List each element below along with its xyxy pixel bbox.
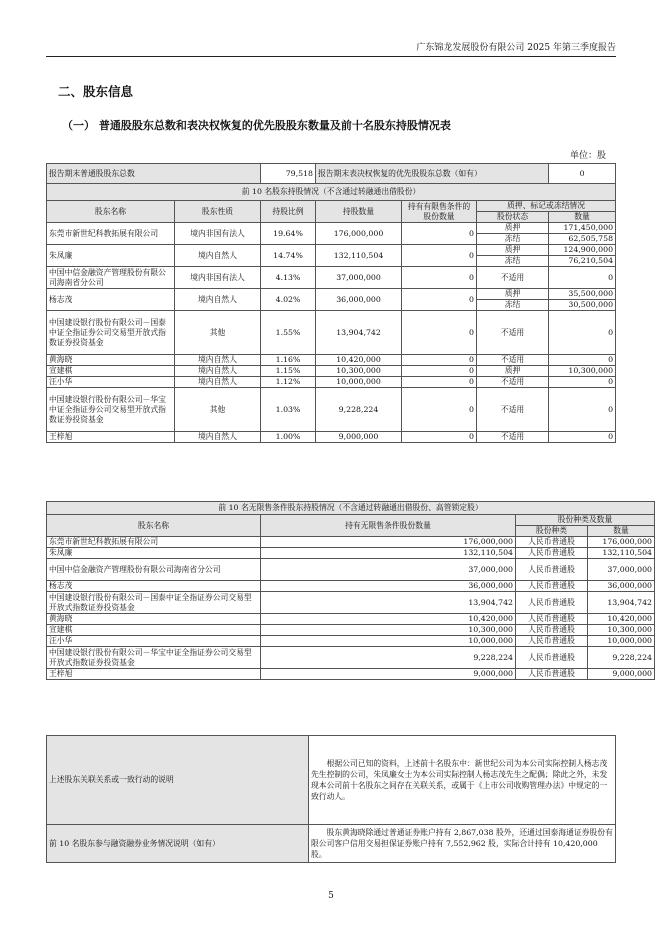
shareholder-name: 黄海晓 [47, 614, 261, 625]
holding-ratio: 19.64% [261, 223, 316, 245]
common-shareholders-value: 79,518 [261, 164, 316, 184]
shareholder-nature: 境内非国有法人 [175, 223, 261, 245]
status-amount: 10,300,000 [549, 366, 616, 377]
holding-ratio: 1.00% [261, 432, 316, 443]
relation-note-text: 根据公司已知的资料，上述前十名股东中：新世纪公司为本公司实际控制人杨志茂先生控制的公司，朱凤廉女士为本公司实际控制人杨志茂先生之配偶；除此之外，未发现本公司前十名股东之间存在关联关系，或属于《上市公司收购管理办法》中规定的一致行动人。 [309, 736, 616, 825]
restricted-qty: 0 [402, 432, 477, 443]
status-amount: 0 [549, 311, 616, 355]
status-amount: 0 [549, 267, 616, 289]
share-status: 冻结 [477, 256, 549, 267]
status-amount: 62,505,758 [549, 234, 616, 245]
section-title: 二、股东信息 [58, 84, 134, 99]
shareholder-name: 东莞市新世纪科教拓展有限公司 [47, 537, 261, 548]
restricted-qty: 0 [402, 355, 477, 366]
table-row [47, 625, 655, 636]
share-type-amount: 9,228,224 [588, 647, 655, 669]
share-type: 人民币普通股 [516, 647, 588, 669]
col-header-nature: 股东性质 [175, 201, 261, 223]
status-amount: 0 [549, 355, 616, 366]
col-header-amount: 数量 [549, 212, 616, 223]
page-number: 5 [328, 891, 334, 901]
table-row [47, 432, 616, 443]
holding-ratio: 4.13% [261, 267, 316, 289]
share-type-amount: 10,000,000 [588, 636, 655, 647]
shareholder-name: 王梓旭 [47, 669, 261, 680]
table-row [47, 289, 616, 300]
table-row [47, 647, 655, 669]
u-col-header-group: 股份种类及数量 [516, 515, 655, 526]
share-status: 质押 [477, 223, 549, 234]
shareholder-name: 中国中信金融资产管理股份有限公司海南省分公司 [47, 267, 175, 289]
restricted-qty: 0 [402, 267, 477, 289]
share-type-amount: 176,000,000 [588, 537, 655, 548]
margin-note-text: 股东黄海晓除通过普通证券账户持有 2,867,038 股外，还通过国泰海通证券股份有限公司客户信用交易担保证券账户持有 7,552,962 股，实际合计持有 10,420,000 股。 [309, 825, 616, 863]
col-header-name: 股东名称 [47, 201, 175, 223]
table-row [47, 592, 655, 614]
share-type: 人民币普通股 [516, 548, 588, 559]
table-row [47, 377, 616, 388]
shareholder-name: 宣建棋 [47, 366, 175, 377]
shareholder-name: 汪小华 [47, 636, 261, 647]
shareholder-name: 黄海晓 [47, 355, 175, 366]
margin-note-label: 前 10 名股东参与融资融券业务情况说明（如有） [47, 825, 309, 863]
holding-ratio: 1.12% [261, 377, 316, 388]
table-row [47, 267, 616, 289]
holding-ratio: 1.55% [261, 311, 316, 355]
shareholder-nature: 其他 [175, 311, 261, 355]
unrestricted-qty: 36,000,000 [261, 581, 516, 592]
share-type-amount: 132,110,504 [588, 548, 655, 559]
table-row [47, 614, 655, 625]
status-amount: 124,900,000 [549, 245, 616, 256]
share-type-amount: 13,904,742 [588, 592, 655, 614]
shareholder-name: 中国建设银行股份有限公司－国泰中证全指证券公司交易型开放式指数证券投资基金 [47, 592, 261, 614]
share-type-amount: 37,000,000 [588, 559, 655, 581]
table-row [47, 548, 655, 559]
status-amount: 35,500,000 [549, 289, 616, 300]
pref-shareholders-value: 0 [549, 164, 616, 184]
unrestricted-qty: 10,420,000 [261, 614, 516, 625]
top10-shareholders-table [46, 163, 616, 443]
holding-qty: 10,300,000 [316, 366, 402, 377]
unrestricted-qty: 176,000,000 [261, 537, 516, 548]
status-amount: 0 [549, 432, 616, 443]
unrestricted-qty: 37,000,000 [261, 559, 516, 581]
report-header: 广东锦龙发展股份有限公司 2025 年第三季度报告 [46, 40, 616, 57]
status-amount: 0 [549, 388, 616, 432]
unrestricted-qty: 9,228,224 [261, 647, 516, 669]
restricted-qty: 0 [402, 377, 477, 388]
u-col-header-name: 股东名称 [47, 515, 261, 537]
table-row [47, 581, 655, 592]
share-type: 人民币普通股 [516, 614, 588, 625]
holding-ratio: 14.74% [261, 245, 316, 267]
holding-qty: 9,228,224 [316, 388, 402, 432]
share-status: 冻结 [477, 300, 549, 311]
relation-note-label: 上述股东关联关系或一致行动的说明 [47, 736, 309, 825]
notes-table [46, 735, 616, 863]
relation-note-row [47, 736, 616, 825]
restricted-qty: 0 [402, 311, 477, 355]
summary-row [47, 164, 616, 184]
shareholder-name: 宣建棋 [47, 625, 261, 636]
share-type-amount: 9,000,000 [588, 669, 655, 680]
u-col-header-type: 股份种类 [516, 526, 588, 537]
subsection-title: （一） 普通股股东总数和表决权恢复的优先股股东数量及前十名股东持股情况表 [62, 119, 451, 132]
share-status: 不适用 [477, 267, 549, 289]
unrestricted-qty: 132,110,504 [261, 548, 516, 559]
shareholder-nature: 境内自然人 [175, 355, 261, 366]
top10-caption: 前 10 名股东持股情况（不含通过转融通出借股份） [47, 184, 616, 201]
restricted-qty: 0 [402, 223, 477, 245]
holding-ratio: 1.16% [261, 355, 316, 366]
shareholder-name: 中国建设银行股份有限公司－国泰中证全指证券公司交易型开放式指数证券投资基金 [47, 311, 175, 355]
share-type: 人民币普通股 [516, 636, 588, 647]
share-status: 质押 [477, 289, 549, 300]
pref-shareholders-label: 报告期末表决权恢复的优先股股东总数（如有） [316, 164, 549, 184]
shareholder-name: 王梓旭 [47, 432, 175, 443]
shareholder-nature: 境内自然人 [175, 366, 261, 377]
share-status: 不适用 [477, 377, 549, 388]
shareholder-nature: 境内非国有法人 [175, 267, 261, 289]
restricted-qty: 0 [402, 366, 477, 377]
share-type: 人民币普通股 [516, 592, 588, 614]
share-type: 人民币普通股 [516, 669, 588, 680]
share-type: 人民币普通股 [516, 537, 588, 548]
table-row [47, 311, 616, 355]
holding-qty: 9,000,000 [316, 432, 402, 443]
share-status: 不适用 [477, 355, 549, 366]
shareholder-nature: 其他 [175, 388, 261, 432]
share-type: 人民币普通股 [516, 559, 588, 581]
table-row [47, 355, 616, 366]
share-type: 人民币普通股 [516, 581, 588, 592]
status-amount: 171,450,000 [549, 223, 616, 234]
share-status: 质押 [477, 366, 549, 377]
share-type-amount: 36,000,000 [588, 581, 655, 592]
holding-qty: 36,000,000 [316, 289, 402, 311]
share-status: 不适用 [477, 432, 549, 443]
restricted-qty: 0 [402, 388, 477, 432]
common-shareholders-label: 报告期末普通股股东总数 [47, 164, 261, 184]
col-header-pledge-group: 质押、标记或冻结情况 [477, 201, 616, 212]
shareholder-name: 朱凤廉 [47, 548, 261, 559]
u-col-header-qty: 持有无限售条件股份数量 [261, 515, 516, 537]
restricted-qty: 0 [402, 289, 477, 311]
table-row [47, 245, 616, 256]
share-status: 不适用 [477, 311, 549, 355]
shareholder-nature: 境内自然人 [175, 377, 261, 388]
margin-note-row [47, 825, 616, 863]
shareholder-name: 中国建设银行股份有限公司－华宝中证全指证券公司交易型开放式指数证券投资基金 [47, 647, 261, 669]
holding-qty: 13,904,742 [316, 311, 402, 355]
unit-label: 单位：股 [569, 151, 606, 161]
status-amount: 30,500,000 [549, 300, 616, 311]
share-status: 质押 [477, 245, 549, 256]
table-row [47, 537, 655, 548]
unrestricted-shareholders-table [46, 501, 655, 680]
table-row [47, 669, 655, 680]
shareholder-nature: 境内自然人 [175, 432, 261, 443]
holding-ratio: 1.03% [261, 388, 316, 432]
holding-qty: 10,420,000 [316, 355, 402, 366]
holding-qty: 37,000,000 [316, 267, 402, 289]
shareholder-name: 汪小华 [47, 377, 175, 388]
shareholder-name: 中国中信金融资产管理股份有限公司海南省分公司 [47, 559, 261, 581]
holding-ratio: 4.02% [261, 289, 316, 311]
shareholder-name: 杨志茂 [47, 289, 175, 311]
shareholder-name: 杨志茂 [47, 581, 261, 592]
col-header-ratio: 持股比例 [261, 201, 316, 223]
table-row [47, 388, 616, 432]
share-type-amount: 10,300,000 [588, 625, 655, 636]
table-row [47, 636, 655, 647]
col-header-status: 股份状态 [477, 212, 549, 223]
share-status: 冻结 [477, 234, 549, 245]
shareholder-nature: 境内自然人 [175, 245, 261, 267]
holding-qty: 176,000,000 [316, 223, 402, 245]
shareholder-name: 东莞市新世纪科教拓展有限公司 [47, 223, 175, 245]
col-header-qty: 持股数量 [316, 201, 402, 223]
shareholder-name: 朱凤廉 [47, 245, 175, 267]
holding-ratio: 1.15% [261, 366, 316, 377]
share-type-amount: 10,420,000 [588, 614, 655, 625]
unrestricted-qty: 10,000,000 [261, 636, 516, 647]
unrestricted-qty: 13,904,742 [261, 592, 516, 614]
share-status: 不适用 [477, 388, 549, 432]
holding-qty: 132,110,504 [316, 245, 402, 267]
shareholder-nature: 境内自然人 [175, 289, 261, 311]
status-amount: 0 [549, 377, 616, 388]
holding-qty: 10,000,000 [316, 377, 402, 388]
unrestricted-qty: 9,000,000 [261, 669, 516, 680]
table-row [47, 366, 616, 377]
share-type: 人民币普通股 [516, 625, 588, 636]
status-amount: 76,210,504 [549, 256, 616, 267]
unrestricted-caption: 前 10 名无限售条件股东持股情况（不含通过转融通出借股份、高管锁定股） [47, 502, 655, 515]
col-header-restricted: 持有有限售条件的股份数量 [402, 201, 477, 223]
shareholder-name: 中国建设银行股份有限公司－华宝中证全指证券公司交易型开放式指数证券投资基金 [47, 388, 175, 432]
table-row [47, 223, 616, 234]
table-row [47, 559, 655, 581]
unrestricted-qty: 10,300,000 [261, 625, 516, 636]
u-col-header-amount: 数量 [588, 526, 655, 537]
restricted-qty: 0 [402, 245, 477, 267]
